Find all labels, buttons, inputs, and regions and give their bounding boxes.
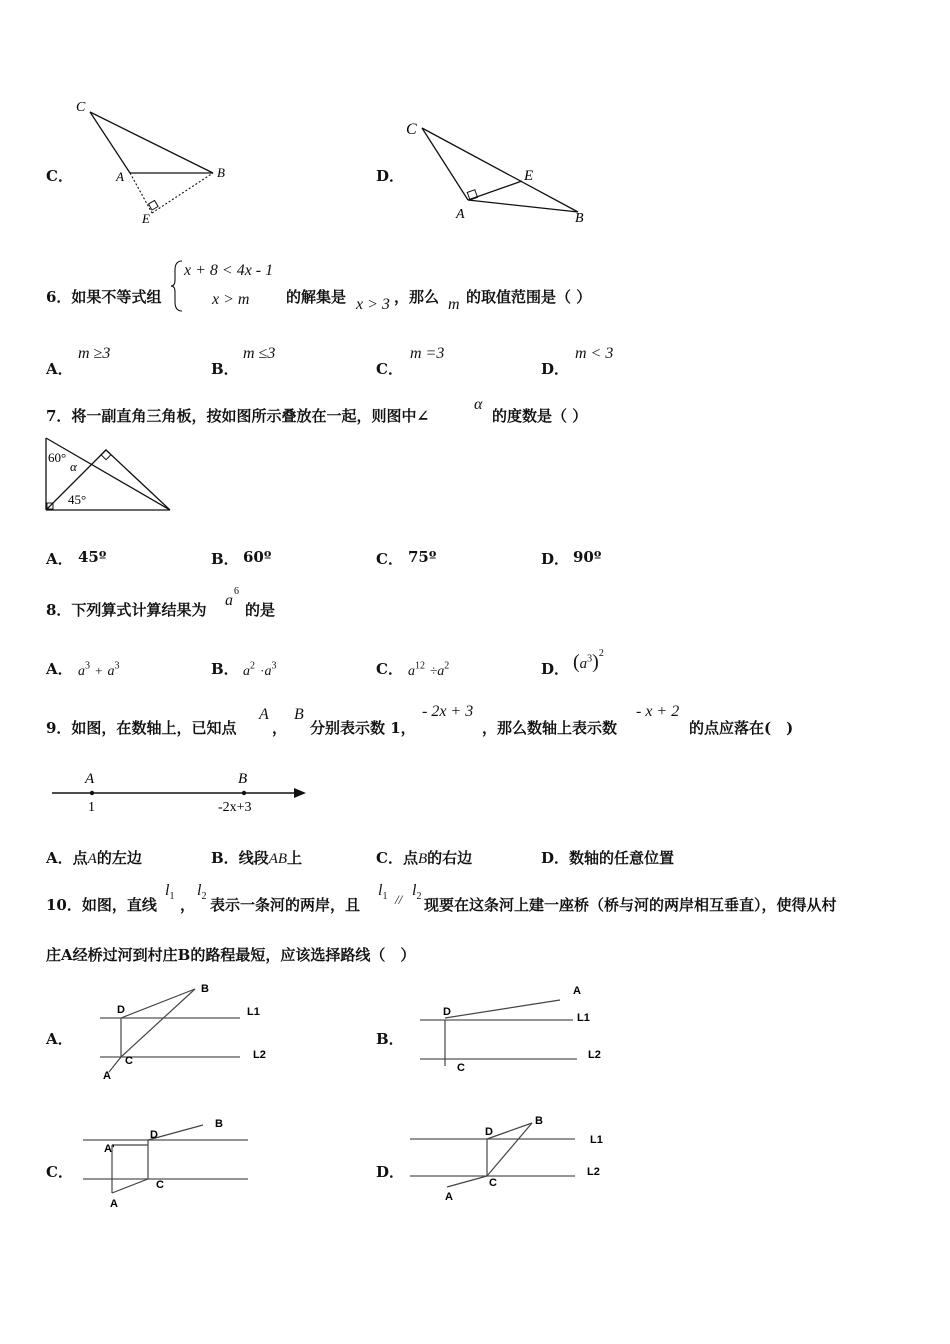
q8-target-base: a bbox=[225, 592, 233, 609]
q9-stem-mid2: ，那么数轴上表示数 bbox=[482, 719, 618, 737]
q9-fig-label-a: A bbox=[85, 771, 95, 787]
q6-stem-mid2: ，那么 bbox=[394, 288, 440, 306]
q10-option-d-label: D． bbox=[376, 1163, 405, 1181]
q10b-label-d: D bbox=[443, 1006, 451, 1018]
q8-option-b-label: B． bbox=[211, 660, 239, 678]
q10-figure-c bbox=[78, 1112, 258, 1212]
q5c-point-b: B bbox=[217, 165, 225, 180]
q5d-point-e: E bbox=[524, 168, 534, 184]
q6-option-d-label: D． bbox=[541, 360, 570, 378]
q8-option-c-label: C． bbox=[376, 660, 403, 678]
q6-brace bbox=[170, 258, 184, 314]
q10-stem-line2: 庄A经桥过河到村庄B的路程最短，应该选择路线（ ） bbox=[46, 946, 416, 964]
q10-stem-mid: 表示一条河的两岸，且 bbox=[210, 896, 361, 914]
q7-figure bbox=[40, 432, 180, 517]
q7-option-c-label: C． bbox=[376, 550, 403, 568]
q9-point-a: A bbox=[259, 706, 269, 723]
q6-stem-mid: 的解集是 bbox=[286, 288, 347, 306]
q7-angle-60: 60° bbox=[48, 450, 67, 465]
q10d-label-a: A bbox=[445, 1191, 453, 1203]
q5c-point-e: E bbox=[142, 211, 150, 226]
q7-stem-suffix: 的度数是（ ） bbox=[492, 407, 588, 425]
q6-stem-prefix: 6．如果不等式组 bbox=[46, 288, 162, 306]
q7-option-c-value: 75º bbox=[408, 548, 437, 566]
q10-parallel-l2: $l_2$ bbox=[412, 882, 422, 903]
q8-target-exponent: 6 bbox=[234, 586, 239, 597]
q9-option-b: B．线段AB上 bbox=[211, 849, 303, 867]
q6-option-b-label: B． bbox=[211, 360, 239, 378]
q7-angle-45: 45° bbox=[68, 492, 87, 507]
q10d-label-c: C bbox=[489, 1177, 497, 1189]
q10-figure-b bbox=[415, 980, 615, 1075]
q8-option-c-expr: $a^{12} \div a^2$ bbox=[408, 660, 450, 679]
q7-option-b-label: B． bbox=[211, 550, 239, 568]
q5-option-d-label: D． bbox=[376, 167, 405, 185]
q10b-label-a: A bbox=[573, 985, 581, 997]
q9-expr-1: - 2x + 3 bbox=[422, 703, 474, 720]
q9-stem-suffix: 的点应落在( ) bbox=[689, 719, 794, 737]
q10a-label-b: B bbox=[201, 983, 209, 995]
q8-option-b-expr: $a^2 \cdot a^3$ bbox=[243, 660, 277, 679]
q7-option-d-value: 90º bbox=[573, 548, 602, 566]
q10b-label-l2: L2 bbox=[588, 1049, 601, 1061]
q10-option-a-label: A． bbox=[46, 1030, 73, 1048]
q10a-label-d: D bbox=[117, 1004, 125, 1016]
q5-figure-d bbox=[400, 110, 600, 230]
q7-angle-alpha: α bbox=[70, 459, 77, 474]
q6-option-a-label: A． bbox=[46, 360, 73, 378]
q7-option-b-value: 60º bbox=[243, 548, 272, 566]
q5c-point-c: C bbox=[76, 100, 86, 115]
q5d-point-c: C bbox=[406, 121, 417, 138]
q9-option-d: D．数轴的任意位置 bbox=[541, 849, 675, 867]
q6-stem-suffix: 的取值范围是（ ） bbox=[466, 288, 592, 306]
q9-option-a: A．点A的左边 bbox=[46, 849, 142, 867]
q9-stem-mid: 分别表示数 1， bbox=[310, 719, 416, 737]
q9-stem-prefix: 9．如图，在数轴上，已知点 bbox=[46, 719, 237, 737]
q7-stem-prefix: 7．将一副直角三角板，按如图所示叠放在一起，则图中∠ bbox=[46, 407, 430, 425]
q10b-label-l1: L1 bbox=[577, 1012, 590, 1024]
q10-parallel-l1: $l_1$ bbox=[378, 882, 388, 903]
q10-option-c-label: C． bbox=[46, 1163, 73, 1181]
q6-inequality-2: x > m bbox=[212, 291, 250, 308]
q5-option-c-label: C． bbox=[46, 167, 73, 185]
q10d-label-l1: L1 bbox=[590, 1134, 603, 1146]
q10a-label-l2: L2 bbox=[253, 1049, 266, 1061]
q7-option-a-value: 45º bbox=[78, 548, 107, 566]
q9-comma: ， bbox=[272, 719, 288, 737]
q10c-label-a: A bbox=[110, 1198, 118, 1210]
q5c-point-a: A bbox=[116, 169, 124, 184]
q6-option-c-label: C． bbox=[376, 360, 403, 378]
q8-option-a-expr: $a^3 + a^3$ bbox=[78, 660, 120, 679]
q9-option-c: C．点B的右边 bbox=[376, 849, 473, 867]
q6-option-d-expr: m < 3 bbox=[575, 345, 614, 362]
q8-stem-prefix: 8．下列算式计算结果为 bbox=[46, 601, 207, 619]
q9-fig-label-b: B bbox=[238, 771, 248, 787]
q10-option-b-label: B． bbox=[376, 1030, 404, 1048]
q10c-label-c: C bbox=[156, 1179, 164, 1191]
q7-option-a-label: A． bbox=[46, 550, 73, 568]
q6-option-c-expr: m =3 bbox=[410, 345, 445, 362]
q10a-label-a: A bbox=[103, 1070, 111, 1082]
q5-figure-c bbox=[70, 95, 240, 230]
q5d-point-a: A bbox=[456, 207, 465, 222]
q9-number-line bbox=[48, 765, 313, 820]
q6-option-b-expr: m ≤3 bbox=[243, 345, 276, 362]
q10a-label-l1: L1 bbox=[247, 1006, 260, 1018]
q10c-label-a-prime: A' bbox=[104, 1143, 115, 1155]
q10d-label-d: D bbox=[485, 1126, 493, 1138]
q10-line-l2: $l_2$ bbox=[197, 882, 207, 903]
q9-fig-value-b: -2x+3 bbox=[218, 800, 252, 815]
q9-expr-2: - x + 2 bbox=[636, 703, 680, 720]
q7-option-d-label: D． bbox=[541, 550, 570, 568]
q8-stem-suffix: 的是 bbox=[245, 601, 276, 619]
q6-inequality-1: x + 8 < 4x - 1 bbox=[184, 262, 274, 279]
q8-option-a-label: A． bbox=[46, 660, 73, 678]
q8-option-d-expr: $(a^3)^2$ bbox=[573, 648, 604, 673]
q6-option-a-expr: m ≥3 bbox=[78, 345, 111, 362]
q5d-point-b: B bbox=[575, 211, 584, 226]
q10d-label-l2: L2 bbox=[587, 1166, 600, 1178]
q10-line-l1: $l_1$ bbox=[165, 882, 175, 903]
q8-option-d-label: D． bbox=[541, 660, 570, 678]
q10-parallel-symbol: // bbox=[395, 892, 403, 907]
q6-solution: x > 3 bbox=[356, 296, 390, 313]
q10-stem-prefix: 10．如图，直线 bbox=[46, 896, 157, 914]
q7-alpha: α bbox=[474, 396, 483, 413]
q9-fig-value-1: 1 bbox=[88, 800, 95, 815]
q10-figure-a bbox=[95, 980, 275, 1082]
q10b-label-c: C bbox=[457, 1062, 465, 1074]
q10d-label-b: B bbox=[535, 1115, 543, 1127]
q6-var-m: m bbox=[448, 296, 460, 313]
q10-stem-suffix: 现要在这条河上建一座桥（桥与河的两岸相互垂直），使得从村 bbox=[424, 896, 837, 914]
q10-separator: ， bbox=[180, 896, 196, 914]
q10-figure-d bbox=[405, 1110, 620, 1210]
q10a-label-c: C bbox=[125, 1055, 133, 1067]
q10c-label-b: B bbox=[215, 1118, 223, 1130]
q9-point-b: B bbox=[294, 706, 304, 723]
q10c-label-d: D bbox=[150, 1129, 158, 1141]
